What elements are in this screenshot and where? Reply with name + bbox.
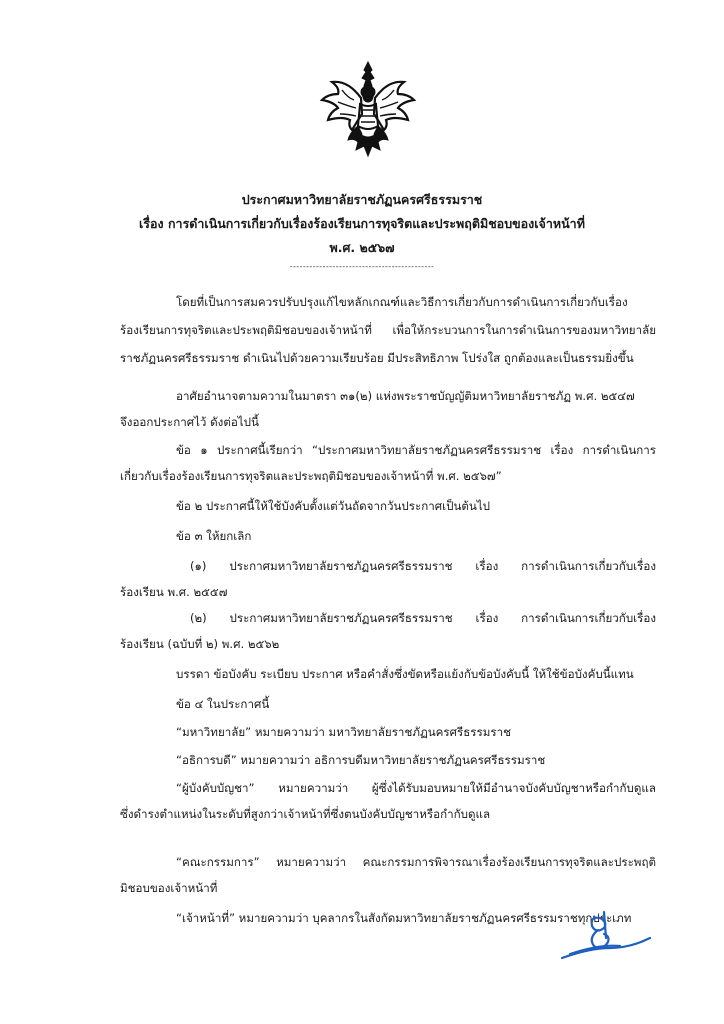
overrule-clause: บรรดา ข้อบังคับ ระเบียบ ประกาศ หรือคำสั่งซึ่งขัดหรือแย้งกับข้อบังคับนี้ ให้ใช้ข้อบังคับนี้แทน bbox=[176, 667, 634, 681]
clause-2: ข้อ ๒ ประกาศนี้ให้ใช้บังคับตั้งแต่วันถัดจากวันประกาศเป็นต้นไป bbox=[176, 499, 491, 513]
intro-line-2: ร้องเรียนการทุจริตและประพฤติมิชอบของเจ้าหน้าที่ เพื่อให้กระบวนการในการดำเนินการของมหาวิทยาลัย bbox=[120, 323, 656, 337]
garuda-emblem-icon bbox=[318, 60, 418, 158]
authority-line-1: อาศัยอำนาจตามความในมาตรา ๓๑(๒) แห่งพระราชบัญญัติมหาวิทยาลัยราชภัฏ พ.ศ. ๒๕๔๗ bbox=[176, 389, 635, 403]
announcement-subject: เรื่อง การดำเนินการเกี่ยวกับเรื่องร้องเรียนการทุจริตและประพฤติมิชอบของเจ้าหน้าที่ bbox=[139, 216, 585, 231]
definition-commander-line-1: “ผู้บังคับบัญชา” หมายความว่า ผู้ซึ่งได้รับมอบหมายให้มีอำนาจบังคับบัญชาหรือกำกับดูแล bbox=[176, 781, 656, 795]
definition-officer: “เจ้าหน้าที่” หมายความว่า บุคลากรในสังกัดมหาวิทยาลัยราชภัฏนครศรีธรรมราชทุกประเภท bbox=[176, 911, 632, 925]
definition-committee-line-2: มิชอบของเจ้าหน้าที่ bbox=[120, 881, 218, 895]
repeal-2-line-2: ร้องเรียน (ฉบับที่ ๒) พ.ศ. ๒๕๖๒ bbox=[120, 637, 280, 651]
intro-line-3: ราชภัฏนครศรีธรรมราช ดำเนินไปด้วยความเรียบร้อย มีประสิทธิภาพ โปร่งใส ถูกต้องและเป็นธรรมยิ่งขึ้น bbox=[120, 351, 634, 365]
announcement-year: พ.ศ. ๒๕๖๗ bbox=[329, 240, 395, 255]
clause-4: ข้อ ๔ ในประกาศนี้ bbox=[176, 697, 270, 711]
repeal-1-line-1: (๑) ประกาศมหาวิทยาลัยราชภัฏนครศรีธรรมราช เรื่อง การดำเนินการเกี่ยวกับเรื่อง bbox=[190, 559, 656, 573]
definition-committee-line-1: “คณะกรรมการ” หมายความว่า คณะกรรมการพิจารณาเรื่องร้องเรียนการทุจริตและประพฤติ bbox=[176, 855, 656, 869]
intro-line-1: โดยที่เป็นการสมควรปรับปรุงแก้ไขหลักเกณฑ์และวิธีการเกี่ยวกับการดำเนินการเกี่ยวกับเรื่อง bbox=[176, 295, 628, 309]
definition-president: “อธิการบดี” หมายความว่า อธิการบดีมหาวิทยาลัยราชภัฏนครศรีธรรมราช bbox=[176, 753, 546, 767]
clause-1-line-1: ข้อ ๑ ประกาศนี้เรียกว่า “ประกาศมหาวิทยาลัยราชภัฏนครศรีธรรมราช เรื่อง การดำเนินการ bbox=[176, 443, 656, 457]
definition-commander-line-2: ซึ่งดำรงตำแหน่งในระดับที่สูงกว่าเจ้าหน้าที่ซึ่งตนบังคับบัญชาหรือกำกับดูแล bbox=[120, 807, 491, 821]
repeal-1-line-2: ร้องเรียน พ.ศ. ๒๕๕๗ bbox=[120, 585, 228, 599]
authority-line-2: จึงออกประกาศไว้ ดังต่อไปนี้ bbox=[120, 415, 259, 429]
clause-3: ข้อ ๓ ให้ยกเลิก bbox=[176, 529, 252, 543]
definition-university: “มหาวิทยาลัย” หมายความว่า มหาวิทยาลัยราชภัฏนครศรีธรรมราช bbox=[176, 725, 512, 739]
divider-rule: -------------------------------------------- bbox=[289, 262, 435, 271]
announcement-title: ประกาศมหาวิทยาลัยราชภัฏนครศรีธรรมราช bbox=[241, 192, 483, 207]
repeal-2-line-1: (๒) ประกาศมหาวิทยาลัยราชภัฏนครศรีธรรมราช เรื่อง การดำเนินการเกี่ยวกับเรื่อง bbox=[190, 611, 656, 625]
signature-icon bbox=[560, 908, 652, 966]
clause-1-line-2: เกี่ยวกับเรื่องร้องเรียนการทุจริตและประพฤติมิชอบของเจ้าหน้าที่ พ.ศ. ๒๕๖๗” bbox=[120, 469, 502, 483]
